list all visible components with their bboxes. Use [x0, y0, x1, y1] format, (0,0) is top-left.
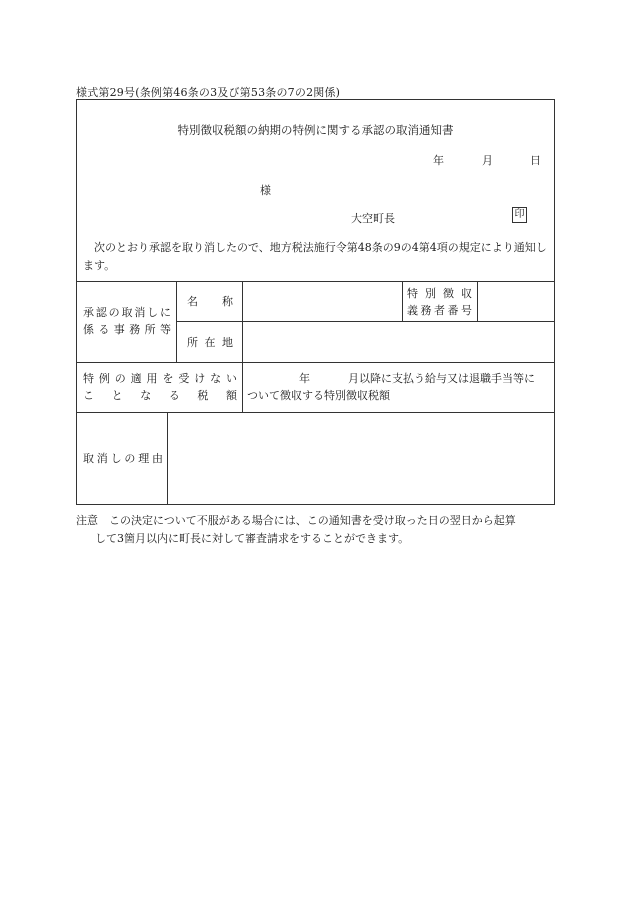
- name-label: 名称: [187, 295, 233, 308]
- row-divider-tax-reason: [77, 412, 554, 413]
- col-divider-name-number: [402, 281, 403, 321]
- note-line2: して3箇月以内に町長に対して審査請求をすることができます。: [95, 532, 410, 545]
- excluded-tax-value: [247, 370, 552, 404]
- notice-body-text: [83, 239, 549, 275]
- table-top-rule: [77, 281, 554, 282]
- withholder-number-label-line2: 義務者番号: [407, 304, 472, 317]
- addressee-suffix: 様: [260, 184, 271, 197]
- reason-label: 取消しの理由: [83, 452, 163, 465]
- form-number-label: 様式第29号(条例第46条の3及び第53条の7の2関係): [76, 86, 341, 99]
- office-label: [83, 304, 171, 338]
- date-year-label: 年: [433, 154, 444, 167]
- withholder-number-label-line1: 特別徴収: [407, 287, 472, 300]
- notice-form: [76, 99, 555, 505]
- row-divider-name-address: [176, 321, 554, 322]
- row-divider-office-tax: [77, 362, 554, 363]
- col-divider-label-value: [242, 281, 243, 412]
- excluded-tax-label: [83, 370, 237, 404]
- col-divider-reason: [167, 412, 168, 505]
- document-title: 特別徴収税額の納期の特例に関する承認の取消通知書: [177, 123, 454, 137]
- date-day-label: 日: [530, 154, 541, 167]
- seal-mark: 印: [512, 207, 527, 223]
- address-label: 所在地: [187, 336, 233, 349]
- col-divider-office: [176, 281, 177, 362]
- date-month-label: 月: [482, 154, 493, 167]
- excluded-tax-year-label: 年: [299, 372, 310, 385]
- office-label-line2: 係る事務所等: [83, 323, 171, 336]
- issuer-name: 大空町長: [351, 212, 395, 225]
- office-label-line1: 承認の取消しに: [83, 306, 171, 319]
- footer-note: [76, 512, 516, 548]
- withholder-number-label: [407, 285, 472, 319]
- excluded-tax-text-line1: 月以降に支払う給与又は退職手当等に: [348, 372, 535, 385]
- notice-body-content: 次のとおり承認を取り消したので、地方税法施行令第48条の9の4第4項の規定により通知します。: [83, 241, 547, 272]
- note-line1: この決定について不服がある場合には、この通知書を受け取った日の翌日から起算: [109, 514, 516, 527]
- excluded-tax-text-line2: ついて徴収する特別徴収税額: [247, 389, 390, 402]
- excluded-tax-label-line1: 特例の適用を受けない: [83, 372, 237, 385]
- excluded-tax-label-line2: ことなる税額: [83, 389, 237, 402]
- col-divider-number-value: [477, 281, 478, 321]
- note-label: 注意: [76, 514, 98, 527]
